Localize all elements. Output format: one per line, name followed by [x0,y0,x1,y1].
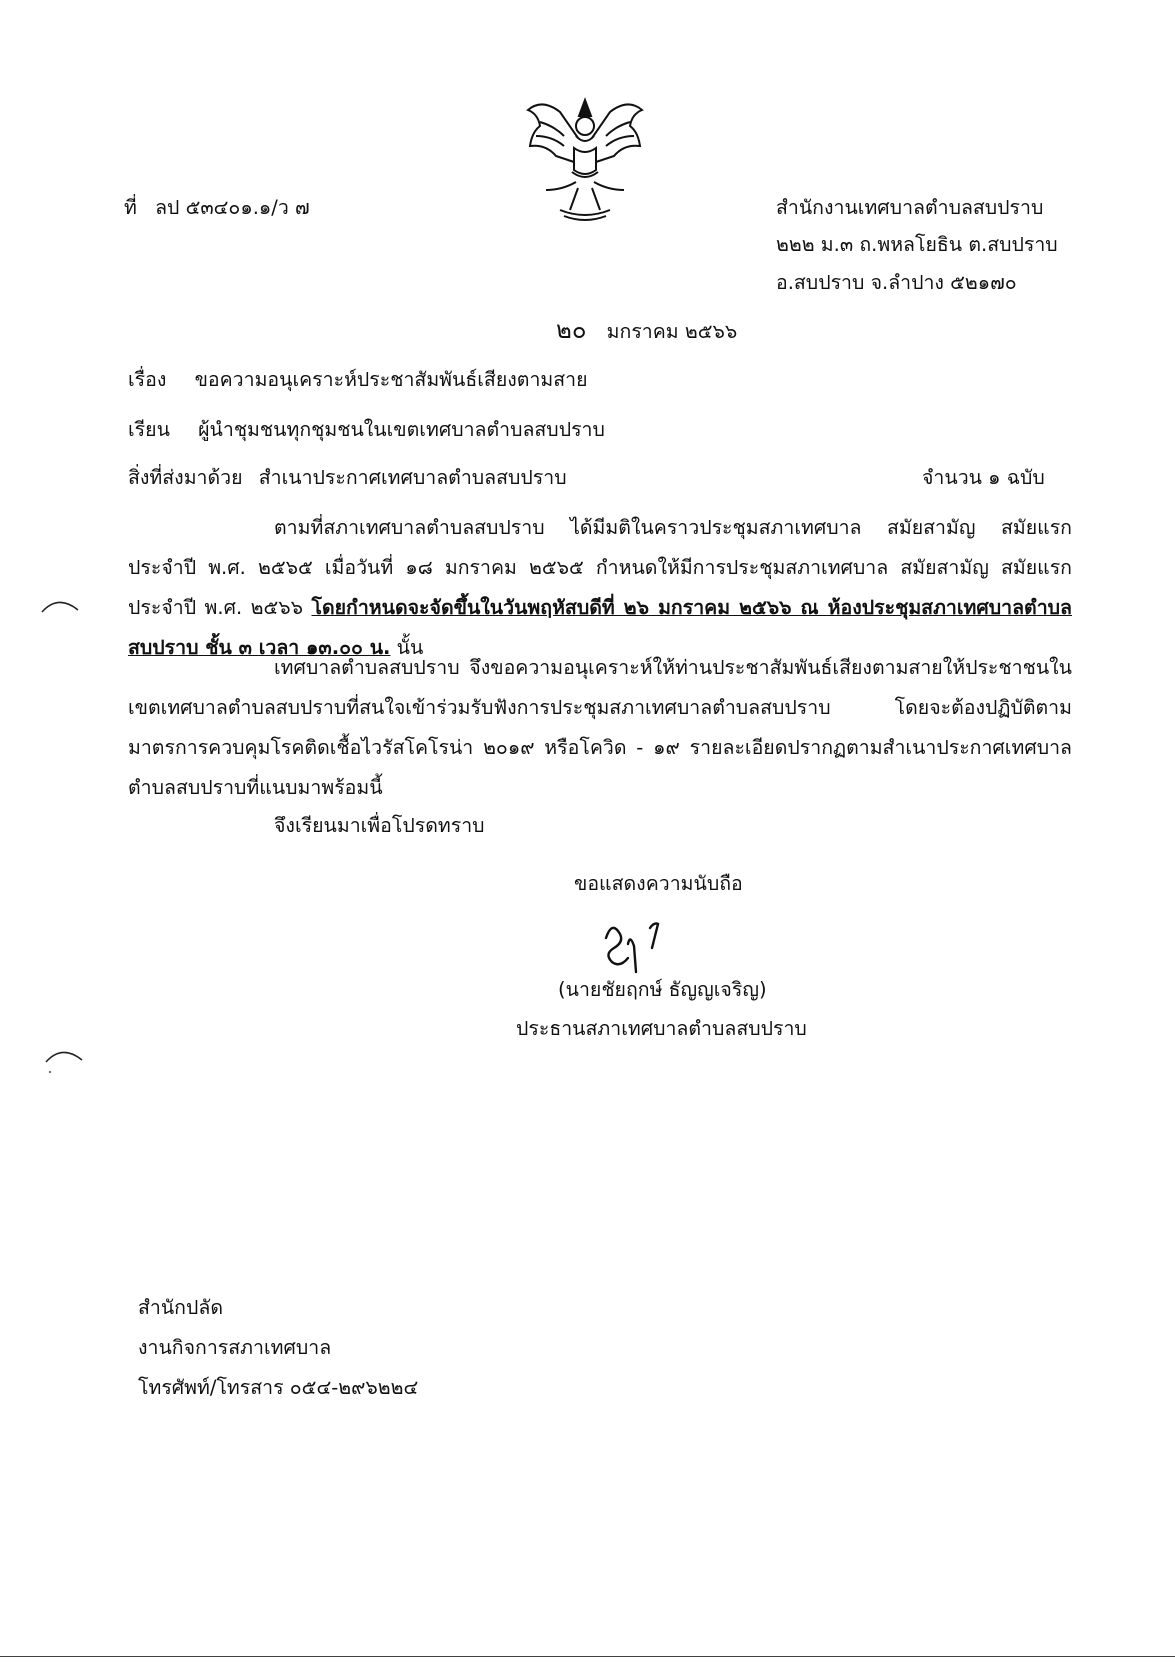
letter-date [556,310,737,349]
garuda-emblem [520,92,650,232]
reference-label: ที่ [124,196,137,219]
meeting-details-underlined: โดยกำหนดจะจัดขึ้นในวันพฤหัสบดีที่ ๒๖ มกราคม ๒๕๖๖ ณ ห้องประชุมสภาเทศบาลตำบลสบปราบ ชั้น ๓ เวลา ๑๓.๐๐ น. [128,596,1072,659]
office-address-line-2: อ.สบปราบ จ.ลำปาง ๕๒๑๗๐ [776,271,1017,294]
body-paragraph-2: เทศบาลตำบลสบปราบ จึงขอความอนุเคราะห์ให้ท่านประชาสัมพันธ์เสียงตามสายให้ประชาชนในเขตเทศบาลตำบลสบปราบที่สนใจเข้าร่วมรับฟังการประชุมสภาเทศบาลตำบลสบปราบ โดยจะต้องปฏิบัติตามมาตรการควบคุมโรคติดเชื้อไวรัสโคโรน่า ๒๐๑๙ หรือโควิด - ๑๙ รายละเอียดปรากฏตามสำเนาประกาศเทศบาลตำบลสบปราบที่แนบมาพร้อมนี้ [128,656,1072,799]
enclosure-line [128,462,567,493]
handwritten-signature [598,912,670,974]
subject-line [128,364,588,395]
signer-position: ประธานสภาเทศบาลตำบลสบปราบ [516,1017,807,1040]
date-day-handwritten: ๒๐ [556,316,587,344]
paragraph-1-text: ตามที่สภาเทศบาลตำบลสบปราบ ได้มีมติในคราวประชุมสภาเทศบาล สมัยสามัญ สมัยแรก ประจำปี พ.ศ. ๒๕๖๕ เมื่อวันที่ ๑๘ มกราคม ๒๕๖๕ กำหนดให้มีการประชุมสภาเทศบาล สมัยสามัญ สมัยแรก ประจำปี พ.ศ. ๒๕๖๖ [128,516,1072,619]
signer-name: (นายชัยฤกษ์ ธัญญเจริญ) [558,978,767,1001]
footer-phone: โทรศัพท์/โทรสาร ๐๕๔-๒๙๖๒๒๔ [138,1376,419,1399]
closing-regards: ขอแสดงความนับถือ [574,872,743,895]
addressee-text: ผู้นำชุมชนทุกชุมชนในเขตเทศบาลตำบลสบปราบ [198,418,605,441]
reference-line [124,192,310,223]
footer-section: งานกิจการสภาเทศบาล [138,1336,332,1359]
subject-text: ขอความอนุเคราะห์ประชาสัมพันธ์เสียงตามสาย [194,368,588,391]
enclosure-text: สำเนาประกาศเทศบาลตำบลสบปราบ [258,466,567,489]
footer-department: สำนักปลัด [138,1296,223,1319]
addressee-label: เรียน [128,418,170,441]
body-paragraph-1 [128,508,1072,668]
page-bottom-edge [0,1656,1175,1657]
hole-punch-mark-icon [44,1046,84,1076]
office-name: สำนักงานเทศบาลตำบลสบปราบ [776,196,1044,219]
reference-number: ลป ๕๓๔๐๑.๑/ว ๗ [155,196,310,219]
addressee-line [128,414,605,445]
enclosure-count: จำนวน ๑ ฉบับ [922,466,1045,489]
subject-label: เรื่อง [128,368,167,391]
office-address-line-1: ๒๒๒ ม.๓ ถ.พหลโยธิน ต.สบปราบ [776,233,1058,256]
hole-punch-mark-icon [40,596,80,616]
paragraph-1-end: นั้น [390,636,424,659]
enclosure-label: สิ่งที่ส่งมาด้วย [128,466,243,489]
closing-request: จึงเรียนมาเพื่อโปรดทราบ [274,814,485,837]
date-month-year: มกราคม ๒๕๖๖ [606,320,738,343]
